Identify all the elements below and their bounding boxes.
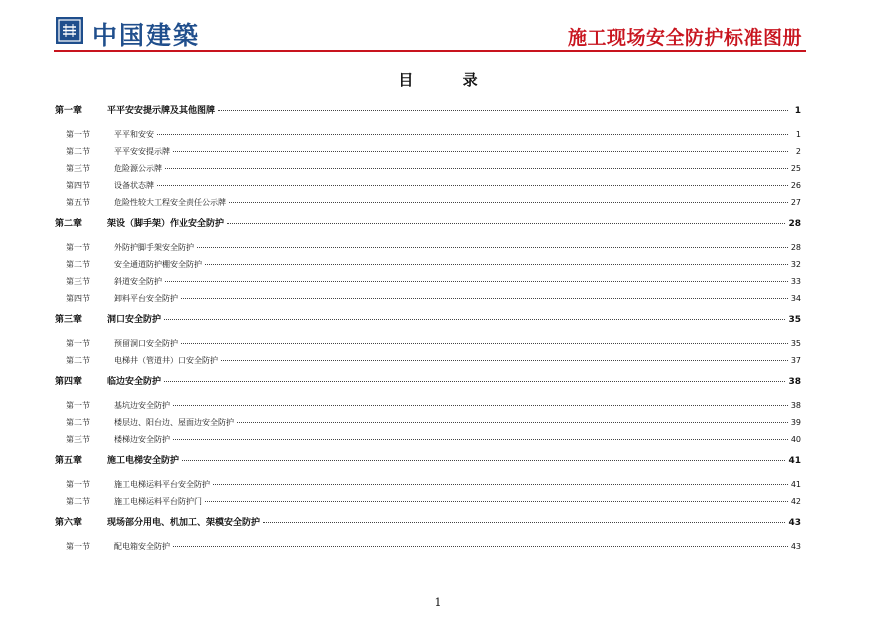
section-title: 危险源公示牌 — [114, 164, 162, 173]
section-title: 危险性较大工程安全责任公示牌 — [114, 198, 226, 207]
chapter-title: 临边安全防护 — [107, 377, 162, 387]
section-number: 第四节 — [66, 181, 90, 190]
toc-section-entry[interactable] — [55, 493, 801, 510]
section-number: 第二节 — [66, 356, 90, 365]
dot-leader — [263, 522, 785, 523]
toc-section-entry[interactable] — [55, 476, 801, 493]
cscec-logo-icon — [56, 17, 83, 44]
toc-section-entry[interactable] — [55, 352, 801, 369]
toc-section-entry[interactable] — [55, 194, 801, 211]
dot-leader — [221, 360, 788, 361]
section-page-number: 33 — [790, 277, 801, 286]
table-of-contents — [55, 103, 801, 555]
toc-section-entry[interactable] — [55, 431, 801, 448]
chapter-title: 架设（脚手架）作业安全防护 — [107, 219, 225, 229]
toc-section-entry[interactable] — [55, 397, 801, 414]
dot-leader — [157, 185, 788, 186]
section-page-number: 25 — [790, 164, 801, 173]
toc-chapter-entry[interactable] — [55, 103, 801, 120]
section-title: 卸料平台安全防护 — [114, 294, 178, 303]
dot-leader — [181, 298, 788, 299]
section-title: 预留洞口安全防护 — [114, 339, 178, 348]
dot-leader — [173, 151, 788, 152]
section-page-number: 26 — [790, 181, 801, 190]
section-title: 设备状态牌 — [114, 181, 154, 190]
chapter-number: 第五章 — [55, 456, 83, 466]
section-number: 第二节 — [66, 497, 90, 506]
toc-section-entry[interactable] — [55, 538, 801, 555]
section-page-number: 28 — [790, 243, 801, 252]
toc-chapter-entry[interactable] — [55, 216, 801, 233]
chapter-page-number: 41 — [788, 456, 801, 466]
toc-section-entry[interactable] — [55, 256, 801, 273]
page-number: 1 — [434, 596, 442, 609]
dot-leader — [173, 439, 788, 440]
section-page-number: 34 — [790, 294, 801, 303]
dot-leader — [157, 134, 788, 135]
section-number: 第一节 — [66, 243, 90, 252]
section-page-number: 32 — [790, 260, 801, 269]
section-number: 第四节 — [66, 294, 90, 303]
section-page-number: 2 — [795, 147, 801, 156]
toc-section-entry[interactable] — [55, 239, 801, 256]
chapter-page-number: 28 — [788, 219, 801, 229]
chapter-page-number: 38 — [788, 377, 801, 387]
page-header — [0, 0, 876, 52]
logo-wordmark: 中国建築 — [92, 21, 201, 50]
section-title: 楼层边、阳台边、屋面边安全防护 — [114, 418, 234, 427]
toc-section-entry[interactable] — [55, 177, 801, 194]
toc-chapter-entry[interactable] — [55, 453, 801, 470]
dot-leader — [164, 319, 785, 320]
toc-chapter-entry[interactable] — [55, 312, 801, 329]
dot-leader — [173, 546, 788, 547]
section-number: 第一节 — [66, 401, 90, 410]
section-title: 平平和安安 — [114, 130, 154, 139]
section-number: 第二节 — [66, 418, 90, 427]
chapter-title: 施工电梯安全防护 — [107, 456, 180, 466]
toc-section-entry[interactable] — [55, 335, 801, 352]
section-page-number: 39 — [790, 418, 801, 427]
section-title: 电梯井（管道井）口安全防护 — [114, 356, 218, 365]
chapter-number: 第三章 — [55, 315, 83, 325]
dot-leader — [227, 223, 785, 224]
section-number: 第一节 — [66, 130, 90, 139]
section-number: 第一节 — [66, 339, 90, 348]
section-title: 外防护脚手架安全防护 — [114, 243, 194, 252]
dot-leader — [182, 460, 785, 461]
section-page-number: 1 — [795, 130, 801, 139]
toc-chapter-entry[interactable] — [55, 515, 801, 532]
document-title: 施工现场安全防护标准图册 — [567, 27, 802, 49]
dot-leader — [237, 422, 788, 423]
section-title: 基坑边安全防护 — [114, 401, 170, 410]
section-page-number: 27 — [790, 198, 801, 207]
dot-leader — [213, 484, 788, 485]
dot-leader — [181, 343, 788, 344]
section-number: 第一节 — [66, 542, 90, 551]
section-title: 平平安安提示牌 — [114, 147, 170, 156]
section-number: 第一节 — [66, 480, 90, 489]
dot-leader — [173, 405, 788, 406]
section-title: 斜道安全防护 — [114, 277, 162, 286]
section-title: 安全通道防护棚安全防护 — [114, 260, 202, 269]
toc-section-entry[interactable] — [55, 273, 801, 290]
toc-section-entry[interactable] — [55, 143, 801, 160]
section-page-number: 37 — [790, 356, 801, 365]
section-page-number: 42 — [790, 497, 801, 506]
header-divider — [54, 50, 806, 52]
chapter-number: 第六章 — [55, 518, 83, 528]
section-title: 楼梯边安全防护 — [114, 435, 170, 444]
section-title: 施工电梯运料平台安全防护 — [114, 480, 210, 489]
section-number: 第三节 — [66, 164, 90, 173]
dot-leader — [229, 202, 788, 203]
section-number: 第二节 — [66, 260, 90, 269]
toc-section-entry[interactable] — [55, 414, 801, 431]
toc-section-entry[interactable] — [55, 290, 801, 307]
section-number: 第五节 — [66, 198, 90, 207]
dot-leader — [165, 168, 788, 169]
page-title: 目 录 — [398, 71, 500, 89]
section-number: 第三节 — [66, 277, 90, 286]
section-page-number: 35 — [790, 339, 801, 348]
dot-leader — [165, 281, 788, 282]
section-number: 第二节 — [66, 147, 90, 156]
toc-section-entry[interactable] — [55, 160, 801, 177]
section-title: 施工电梯运料平台防护门 — [114, 497, 202, 506]
section-page-number: 41 — [790, 480, 801, 489]
toc-chapter-entry[interactable] — [55, 374, 801, 391]
dot-leader — [164, 381, 785, 382]
chapter-number: 第四章 — [55, 377, 83, 387]
section-page-number: 43 — [790, 542, 801, 551]
chapter-number: 第二章 — [55, 219, 83, 229]
section-title: 配电箱安全防护 — [114, 542, 170, 551]
dot-leader — [205, 501, 788, 502]
chapter-page-number: 35 — [788, 315, 801, 325]
toc-section-entry[interactable] — [55, 126, 801, 143]
chapter-title: 现场部分用电、机加工、架模安全防护 — [107, 518, 261, 528]
section-page-number: 38 — [790, 401, 801, 410]
chapter-title: 平平安安提示牌及其他图牌 — [107, 106, 216, 116]
dot-leader — [197, 247, 788, 248]
chapter-number: 第一章 — [55, 106, 83, 116]
section-number: 第三节 — [66, 435, 90, 444]
chapter-page-number: 1 — [794, 106, 801, 116]
chapter-title: 洞口安全防护 — [107, 315, 162, 325]
dot-leader — [205, 264, 788, 265]
section-page-number: 40 — [790, 435, 801, 444]
chapter-page-number: 43 — [788, 518, 801, 528]
dot-leader — [218, 110, 788, 111]
